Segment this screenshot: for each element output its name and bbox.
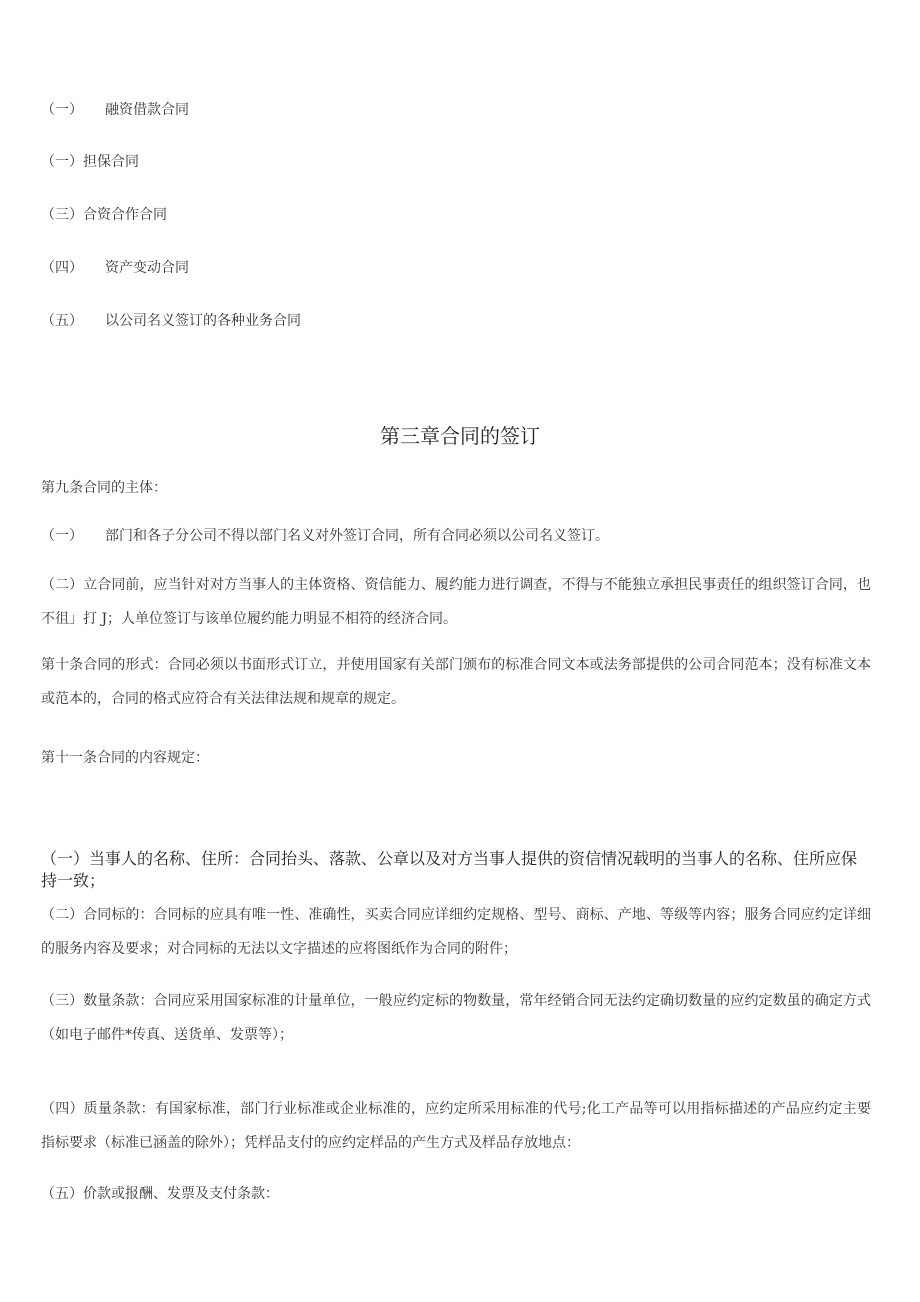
list-item-4 [41, 258, 189, 278]
article-9-clause-1 [41, 526, 609, 546]
article-11-heading: 第十一条合同的内容规定： [41, 750, 209, 766]
list-item-number: （三） [41, 207, 83, 223]
list-item-2 [41, 152, 139, 172]
list-item-number: （四） [41, 260, 83, 276]
list-item-text: 合资合作合同 [83, 207, 167, 223]
article-11-clause-5: （五）价款或报酬、发票及支付条款： [41, 1186, 279, 1202]
chapter-title: 第三章合同的签订 [380, 424, 540, 448]
article-9-heading: 第九条合同的主体： [41, 480, 167, 496]
list-item-text: 资产变动合同 [105, 260, 189, 276]
article-9-clause-2: （二）立合同前，应当针对对方当事人的主体资格、资信能力、履约能力进行调查，不得与不能独立承担民事责任的组织签订合同，也不徂」打 J；人单位签订与该单位履约能力明显不相符的经济合同。 [41, 577, 871, 627]
article-11-clause-3: （三）数量条款：合同应采用国家标准的计量单位，一般应约定标的物数量，常年经销合同无法约定确切数量的应约定数虽的确定方式（如电子邮件*传真、送货单、发票等）； [41, 993, 871, 1043]
article-11-clause-2: （二）合同标的：合同标的应具有唯一性、准确性，买卖合同应详细约定规格、型号、商标、产地、等级等内容；服务合同应约定详细的服务内容及要求；对合同标的无法以文字描述的应将图纸作为合同的附件； [41, 907, 871, 957]
list-item-number: （一） [41, 102, 83, 118]
clause-text: 部门和各子分公司不得以部门名义对外签订合同，所有合同必须以公司名义签订。 [105, 528, 609, 544]
list-item-text: 融资借款合同 [105, 102, 189, 118]
clause-number: （一） [41, 528, 83, 544]
list-item-number: （一） [41, 154, 83, 170]
list-item-5 [41, 311, 301, 331]
list-item-1 [41, 100, 189, 120]
article-11-clause-4: （四）质量条款：有国家标准，部门行业标准或企业标准的，应约定所采用标准的代号;化工产品等可以用指标描述的产品应约定主要指标要求（标准已涵盖的除外）；凭样品支付的应约定样品的产生方式及样品存放地点： [41, 1101, 871, 1151]
list-item-3 [41, 205, 167, 225]
list-item-number: （五） [41, 313, 83, 329]
list-item-text: 担保合同 [83, 154, 139, 170]
article-10: 第十条合同的形式：合同必须以书面形式订立，并使用国家有关部门颁布的标准合同文本或法务部提供的公司合同范本；没有标准文本或范本的，合同的格式应符合有关法律法规和规章的规定。 [41, 657, 871, 707]
list-item-text: 以公司名义签订的各种业务合同 [105, 313, 301, 329]
article-11-clause-1: （一）当事人的名称、住所：合同抬头、落款、公章以及对方当事人提供的资信情况载明的当事人的名称、住所应保持一致； [41, 849, 858, 890]
